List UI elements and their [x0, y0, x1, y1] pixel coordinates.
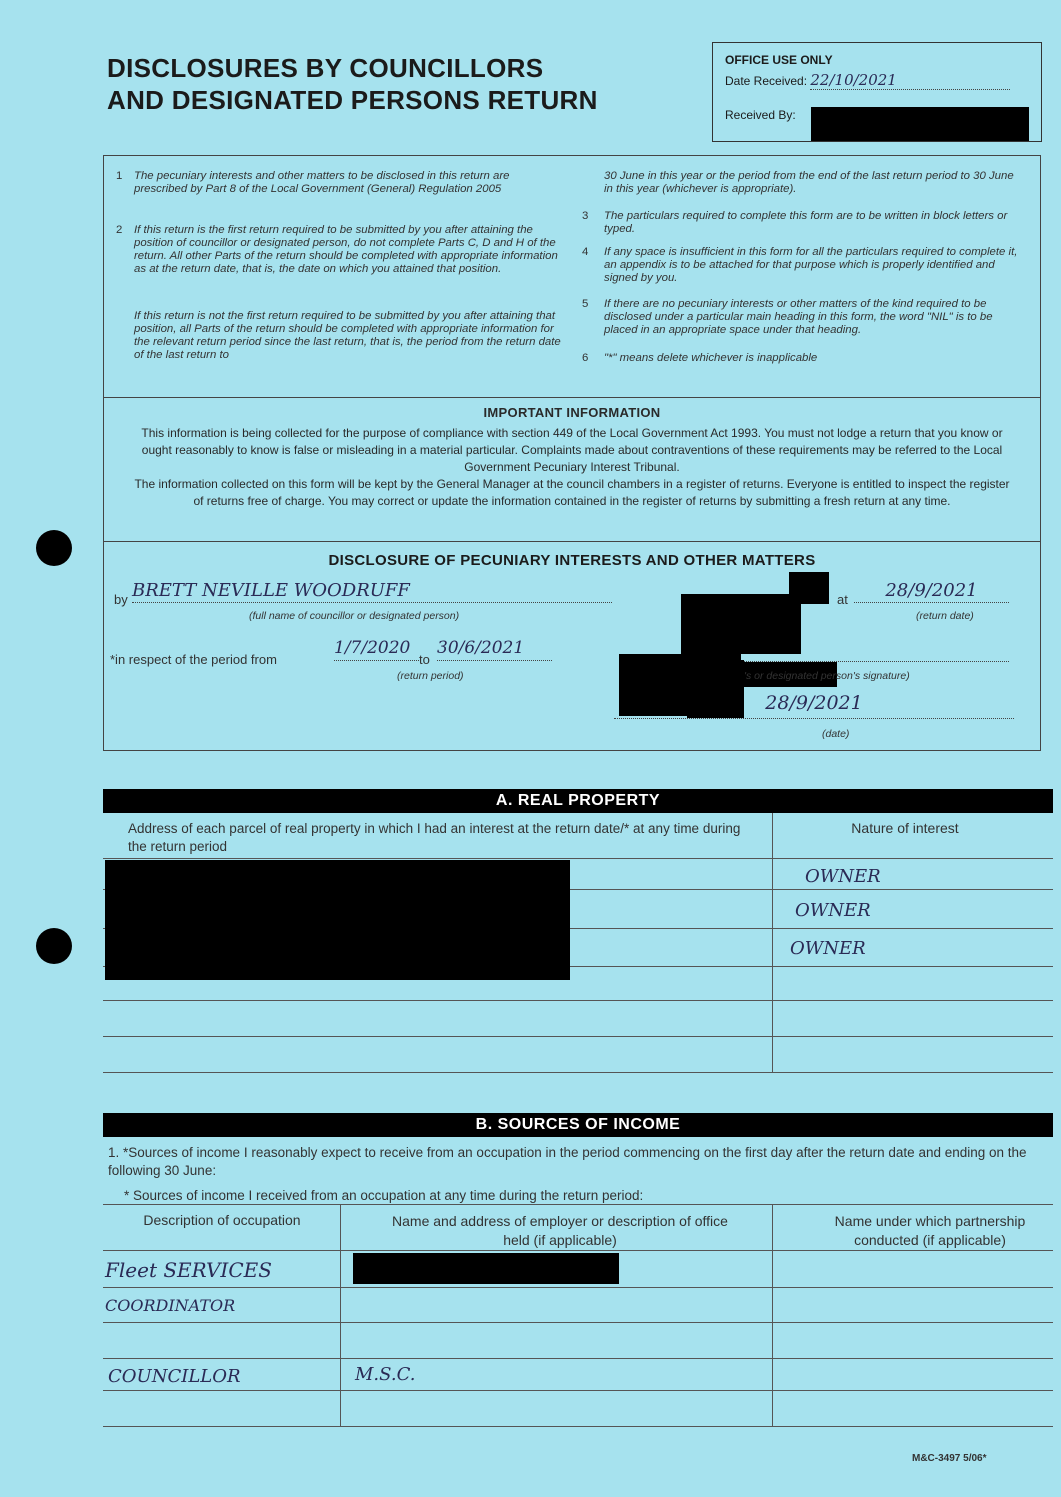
- full-name-field[interactable]: BRETT NEVILLE WOODRUFF: [132, 580, 612, 603]
- row-divider: [103, 1204, 1053, 1205]
- redaction-block: [789, 572, 829, 604]
- column-divider: [772, 1204, 773, 1426]
- redaction-block: [353, 1253, 619, 1284]
- redaction-block: [681, 594, 801, 654]
- real-property-heading: A. REAL PROPERTY: [103, 789, 1053, 813]
- date-received-label: Date Received:: [725, 74, 808, 88]
- important-paragraph-2: The information collected on this form will be kept by the General Manager at the council chambers in a register of returns. Everyone is entitled to inspect the register of returns free of charge. You may correct or update the information contained in the register of returns by submitting a fresh return at any time.: [134, 477, 1010, 508]
- date-received-value[interactable]: 22/10/2021: [810, 71, 1010, 90]
- income-col3-header: Name under which partnership conducted (if applicable): [834, 1213, 1026, 1248]
- note-2a: If this return is the first return required to be submitted by you after attaining the position of councillor or designated person, do not complete Parts C, D and H of the return. All other Parts of the return should be completed with appropriate information as at the return date, that is, the date on which you attained that position.: [134, 224, 558, 275]
- note-4: If any space is insufficient in this form for all the particulars required to complete it, an appendix is to be attached for that purpose which is properly identified and signed by you.: [604, 246, 1018, 284]
- occupation-cell[interactable]: COORDINATOR: [105, 1296, 236, 1315]
- interest-cell[interactable]: OWNER: [795, 900, 871, 921]
- row-divider: [103, 1036, 1053, 1037]
- row-divider: [103, 1426, 1053, 1427]
- row-divider: [103, 858, 1053, 859]
- punch-hole: [36, 530, 72, 566]
- signature-date-caption: (date): [822, 728, 850, 740]
- note-2c: 30 June in this year or the period from the end of the last return period to 30 June in this year (whichever is appropriate).: [604, 170, 1014, 195]
- column-divider: [772, 813, 773, 1073]
- income-intro-2: * Sources of income I received from an occupation at any time during the return period:: [124, 1188, 644, 1203]
- at-label: at: [837, 592, 848, 607]
- row-divider: [103, 1000, 1053, 1001]
- occupation-cell[interactable]: Fleet SERVICES: [105, 1258, 272, 1282]
- sources-of-income-heading: B. SOURCES OF INCOME: [103, 1113, 1053, 1137]
- income-intro-1: 1. *Sources of income I reasonably expect to receive from an occupation in the period commencing on the first day after the return date and ending on the following 30 June:: [108, 1145, 1027, 1178]
- full-name-caption: (full name of councillor or designated person): [249, 610, 460, 622]
- income-col1-header: Description of occupation: [143, 1212, 301, 1228]
- signature-date-field[interactable]: 28/9/2021: [614, 692, 1014, 719]
- employer-cell[interactable]: M.S.C.: [355, 1364, 416, 1385]
- by-label: by: [114, 592, 128, 607]
- important-information: [103, 397, 1041, 542]
- note-5: If there are no pecuniary interests or other matters of the kind required to be disclosed under a particular main heading in this form, the word "NIL" is to be placed in an appropriate space under that heading.: [604, 298, 993, 336]
- signature-caption: 's or designated person's signature): [744, 670, 910, 682]
- row-divider: [103, 1322, 1053, 1323]
- return-date-caption: (return date): [916, 610, 974, 622]
- office-use-box: [712, 42, 1042, 142]
- note-3: The particulars required to complete this form are to be written in block letters or typed.: [604, 210, 1008, 235]
- important-paragraph-1: This information is being collected for the purpose of compliance with section 449 of the Local Government Act 1993. You must not lodge a return that you know or ought reasonably to know is false or misleading in a material particular. Complaints made about contraventions of these requirements may be referred to the Local Government Pecuniary Interest Tribunal.: [141, 426, 1003, 474]
- row-divider: [103, 1287, 1053, 1288]
- period-label: *in respect of the period from: [110, 652, 277, 667]
- real-property-col2-header: Nature of interest: [851, 820, 959, 836]
- punch-hole: [36, 928, 72, 964]
- page-title: DISCLOSURES BY COUNCILLORS AND DESIGNATED PERSONS RETURN: [107, 53, 598, 115]
- redaction-block: [811, 107, 1029, 141]
- occupation-cell[interactable]: COUNCILLOR: [108, 1366, 241, 1387]
- disclosure-section: [103, 541, 1041, 751]
- interest-cell[interactable]: OWNER: [790, 938, 866, 959]
- office-use-heading: OFFICE USE ONLY: [725, 53, 833, 67]
- period-to-label: to: [419, 652, 430, 667]
- row-divider: [103, 1390, 1053, 1391]
- instructions-box: 1 The pecuniary interests and other matters to be disclosed in this return are prescribed by Part 8 of the Local Government (General) Regulation 2005 2 If this return is the first return required to be submitted by you after attaining the position of councillor or designated person, do not complete Parts C, D and H of the return. All other Parts of the return should be completed with appropriate information as at the return date, that is, the date on which you attained that position. If this return is not the first return required to be submitted by you after attaining that position, all Parts of the return should be completed with appropriate information for the relevant return period since the last return, that is, the period from the return date of the last return to 30 June in this year or the period from the end of the last return period to 30 June in this year (whichever is appropriate). 3 The particulars required to complete this form are to be written in block letters or typed. 4 If any space is insufficient in this form for all the particulars required to complete it, an appendix is to be attached for that purpose which is properly identified and signed by you. 5 If there are no pecuniary interests or other matters of the kind required to be disclosed under a particular main heading in this form, the word "NIL" is to be placed in an appropriate space under that heading. 6 "*" means delete whichever is inapplicable: [103, 155, 1041, 398]
- redaction-block: [105, 860, 570, 980]
- row-divider: [103, 1358, 1053, 1359]
- form-code: M&C-3497 5/06*: [912, 1453, 987, 1464]
- note-2b: If this return is not the first return required to be submitted by you after attaining that position, all Parts of the return should be completed with appropriate information for the relevant return period since the last return, that is, the period from the return date of the last return to: [134, 310, 561, 361]
- note-1: The pecuniary interests and other matters to be disclosed in this return are prescribed by Part 8 of the Local Government (General) Regulation 2005: [134, 170, 510, 195]
- important-heading: IMPORTANT INFORMATION: [483, 405, 661, 420]
- note-6: "*" means delete whichever is inapplicable: [604, 352, 818, 364]
- disclosure-heading: DISCLOSURE OF PECUNIARY INTERESTS AND OTHER MATTERS: [328, 552, 816, 569]
- real-property-col1-header: Address of each parcel of real property in which I had an interest at the return date/* at any time during the return period: [128, 821, 741, 854]
- row-divider: [103, 1250, 1053, 1251]
- period-to-field[interactable]: 30/6/2021: [437, 638, 552, 661]
- row-divider: [103, 1072, 1053, 1073]
- period-caption: (return period): [397, 670, 464, 682]
- column-divider: [340, 1204, 341, 1426]
- return-date-field[interactable]: 28/9/2021: [854, 580, 1009, 603]
- interest-cell[interactable]: OWNER: [805, 866, 881, 887]
- received-by-label: Received By:: [725, 108, 796, 122]
- period-from-field[interactable]: 1/7/2020: [334, 638, 419, 661]
- income-col2-header: Name and address of employer or description of office held (if applicable): [392, 1213, 728, 1248]
